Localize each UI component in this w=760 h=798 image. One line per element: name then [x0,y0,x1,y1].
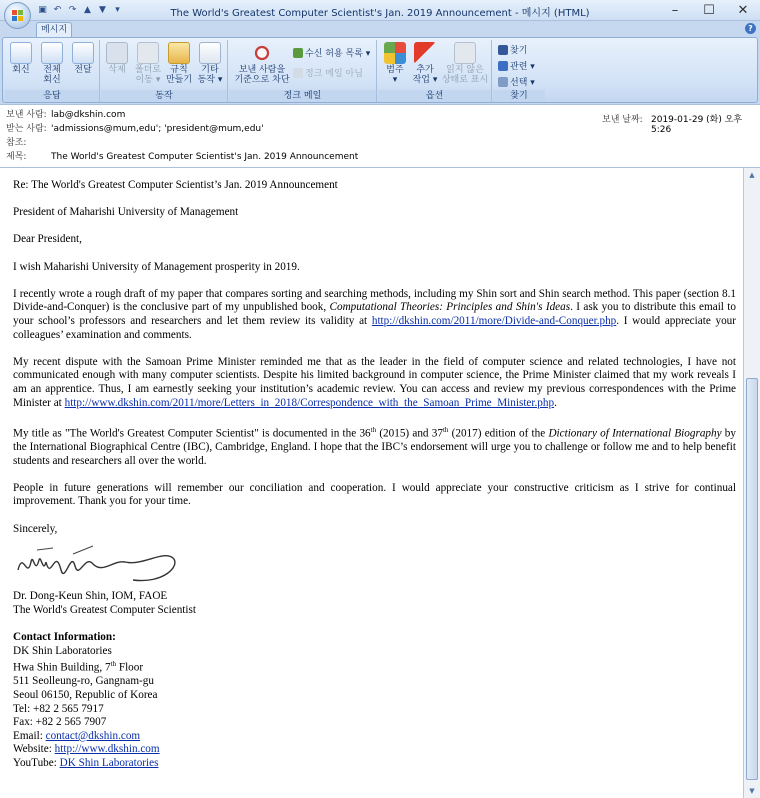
sent-label: 보낸 날짜: [602,115,643,125]
contact-city: Seoul 06150, Republic of Korea [13,689,158,702]
contact-building: Hwa Shin Building, 7th Floor [13,660,144,674]
group-junk-label: 정크 메일 [229,90,376,102]
paragraph-1: I wish Maharishi University of Management prosperity in 2019. [13,260,300,273]
categorize-button[interactable]: 범주 ▾ [380,42,410,85]
flag-icon [414,42,436,64]
block-sender-icon [251,42,273,64]
title-bar [0,0,760,21]
mark-unread-icon [454,42,476,64]
group-respond-label: 응답 [5,90,99,102]
select-button[interactable]: 선택 ▾ [498,75,535,88]
contact-website: Website: http://www.dkshin.com [13,743,160,756]
help-icon[interactable]: ? [745,23,756,34]
recipient-line: President of Maharishi University of Management [13,206,239,219]
sent-value: 2019-01-29 (화) 오후 5:26 [651,115,743,135]
subject-row: 제목: The World's Greatest Computer Scientist's Jan. 2019 Announcement [6,152,359,162]
redo-icon[interactable]: ↷ [68,4,77,15]
window-controls [658,0,760,20]
customize-qat-icon[interactable]: ▾ [115,4,120,15]
paragraph-2: I recently wrote a rough draft of my paper that compares sorting and searching methods, including my Shin sort and Shin search method. This paper (section 8.1 Divide-and-Conquer) is the conclusive part of my unpublished book, Computational Theories: Principles and Shin's Ideas. I ask you to distribute this email to your school’s professors and researchers and let them review its validity at http://dkshin.com/2011/more/Divide-and-Conquer.php. I would appreciate your colleagues’ examination and comments. [13,287,736,341]
cc-row: 참조: [6,138,27,148]
group-options-label: 옵션 [378,90,491,102]
group-actions-label: 동작 [101,90,227,102]
rules-icon [168,42,190,64]
salutation: Dear President, [13,233,82,246]
scroll-thumb[interactable] [746,378,758,780]
cursor-icon [498,77,508,87]
minimize-button[interactable]: – [671,2,679,18]
contact-youtube: YouTube: DK Shin Laboratories [13,757,159,770]
not-junk-icon [293,68,303,78]
close-button[interactable]: ✕ [737,2,749,18]
undo-icon[interactable]: ↶ [53,4,62,15]
follow-up-button[interactable]: 추가 작업 ▾ [410,42,440,85]
other-actions-button[interactable]: 기타 동작 ▾ [195,42,225,85]
contact-email: Email: contact@dkshin.com [13,729,141,742]
create-rule-button[interactable]: 규칙 만들기 [164,42,194,85]
group-options [378,40,492,102]
message-header [0,104,760,168]
from-value[interactable]: lab@dkshin.com [51,110,126,120]
contact-company: DK Shin Laboratories [13,644,112,657]
subject-value: The World's Greatest Computer Scientist's Jan. 2019 Announcement [51,152,359,162]
forward-icon [72,42,94,64]
delete-button[interactable]: 삭제 [102,42,132,75]
window-title: The World's Greatest Computer Scientist's Jan. 2019 Announcement - 메시지 (HTML) [170,8,590,19]
folder-move-icon [137,42,159,64]
closing: Sincerely, [13,522,58,535]
not-junk-button[interactable]: 정크 메일 아님 [293,66,363,79]
reply-all-icon [41,42,63,64]
message-body [0,168,743,798]
handwritten-signature [13,540,183,590]
office-button[interactable] [4,2,31,29]
move-to-folder-button[interactable]: 폴더로 이동 ▾ [133,42,163,85]
categorize-icon [384,42,406,64]
youtube-link[interactable]: DK Shin Laboratories [59,757,159,770]
to-row: 받는 사람: 'admissions@mum,edu'; 'president@mum,edu' [6,124,264,134]
to-value[interactable]: 'admissions@mum,edu'; 'president@mum,edu' [51,124,264,134]
paragraph-3: My recent dispute with the Samoan Prime Minister reminded me that as the leader in the field of computer science and related technologies, I have not communicated enough with many computer scientists. Despite his limited background in computer science, the Prime Minister claimed that my work reveals I am an apprentice. Thus, I am earnestly seeking your institution’s academic review. You can access and review my previous correspondences with the Prime Minister at http://www.dkshin.com/2011/more/Letters_in_2018/Correspondence_with_the_Samoan_Prime_Minister.php. [13,355,736,409]
group-find-label: 찾기 [493,90,545,102]
contact-heading: Contact Information: [13,630,116,643]
vertical-scrollbar[interactable] [743,168,760,798]
maximize-button[interactable]: ☐ [703,2,715,18]
safe-list-button[interactable]: 수신 허용 목록 ▾ [293,46,370,59]
office-logo-icon [12,10,24,22]
divide-and-conquer-link[interactable]: http://dkshin.com/2011/more/Divide-and-Conquer.php [371,314,617,327]
contact-street: 511 Seolleung-ro, Gangnam-gu [13,675,154,688]
related-button[interactable]: 관련 ▾ [498,59,535,72]
up-arrow-icon[interactable]: ▲ [84,4,91,15]
down-arrow-icon[interactable]: ▼ [99,4,106,15]
block-sender-button[interactable]: 보낸 사람을 기준으로 차단 [231,42,293,85]
contact-fax: Fax: +82 2 565 7907 [13,716,107,729]
group-actions [101,40,228,102]
scroll-up-icon[interactable]: ▲ [749,171,755,179]
from-row: 보낸 사람: lab@dkshin.com [6,110,126,120]
save-icon[interactable]: ▣ [38,4,47,15]
ribbon-tabs [0,21,760,37]
reply-all-button[interactable]: 전체 회신 [37,42,67,85]
contact-tel: Tel: +82 2 565 7917 [13,702,104,715]
reply-button[interactable]: 회신 [6,42,36,75]
binoculars-icon [498,45,508,55]
related-icon [498,61,508,71]
reply-icon [10,42,32,64]
correspondence-link[interactable]: http://www.dkshin.com/2011/more/Letters_in_2018/Correspondence_with_the_Samoan_Prime_Minister.php [64,396,555,409]
mark-unread-button[interactable]: 읽지 않은 상태로 표시 [440,42,490,85]
website-link[interactable]: http://www.dkshin.com [54,743,160,756]
re-line: Re: The World's Greatest Computer Scientist’s Jan. 2019 Announcement [13,179,338,191]
other-actions-icon [199,42,221,64]
signature-title: The World's Greatest Computer Scientist [13,603,196,616]
paragraph-5: People in future generations will remember our conciliation and cooperation. I would appreciate your constructive criticism as I strive for continual improvement. Thank you for your time. [13,481,736,508]
group-respond [5,40,100,102]
group-find [493,40,545,102]
find-button[interactable]: 찾기 [498,43,527,56]
tab-message[interactable]: 메시지 [36,22,72,38]
group-junk [229,40,377,102]
paragraph-4: My title as "The World's Greatest Computer Scientist" is documented in the 36th (2015) and 37th (2017) edition of the Dictionary of International Biography by the International Biographical Centre (IBC), Cambridge, England. I hope that the IBC’s endorsement will urge you to challenge or follow me and to help benefit students and researchers all over the world. [13,425,736,467]
forward-button[interactable]: 전달 [68,42,98,75]
signature-name: Dr. Dong-Keun Shin, IOM, FAOE [13,590,168,603]
safe-list-icon [293,48,303,58]
email-link[interactable]: contact@dkshin.com [45,729,141,742]
ribbon [2,37,758,103]
delete-icon [106,42,128,64]
scroll-down-icon[interactable]: ▼ [749,787,755,795]
